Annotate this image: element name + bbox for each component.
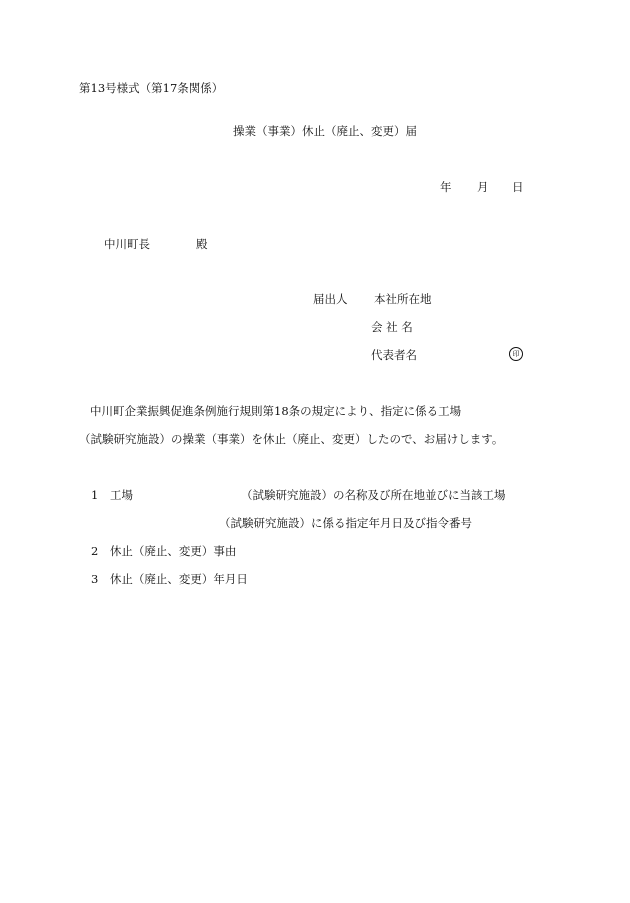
date-day-label: 日: [512, 180, 524, 194]
item-3-text: 3 休止（廃止、変更）年月日: [91, 572, 248, 586]
headquarters-address-label: 本社所在地: [374, 292, 432, 306]
item-1-text: （試験研究施設）の名称及び所在地並びに当該工場: [241, 488, 506, 502]
company-name-label: 会 社 名: [371, 320, 413, 334]
body-text-line-1: 中川町企業振興促進条例施行規則第18条の規定により、指定に係る工場: [90, 404, 462, 418]
item-1-label: 工場: [110, 488, 133, 502]
body-text-line-2: （試験研究施設）の操業（事業）を休止（廃止、変更）したので、お届けします。: [79, 432, 504, 446]
item-1-number: 1: [91, 488, 99, 502]
notifier-label: 届出人: [313, 292, 348, 306]
document-title: 操業（事業）休止（廃止、変更）届: [233, 124, 417, 138]
date-year-label: 年: [440, 180, 452, 194]
item-1-continuation: （試験研究施設）に係る指定年月日及び指令番号: [219, 516, 472, 530]
addressee-name: 中川町長: [104, 237, 150, 251]
seal-mark: 印: [509, 347, 523, 361]
addressee-honorific: 殿: [196, 237, 208, 251]
date-month-label: 月: [477, 180, 489, 194]
item-2-text: 2 休止（廃止、変更）事由: [91, 544, 237, 558]
form-number: 第13号様式（第17条関係）: [79, 81, 224, 95]
representative-name-label: 代表者名: [371, 348, 417, 362]
